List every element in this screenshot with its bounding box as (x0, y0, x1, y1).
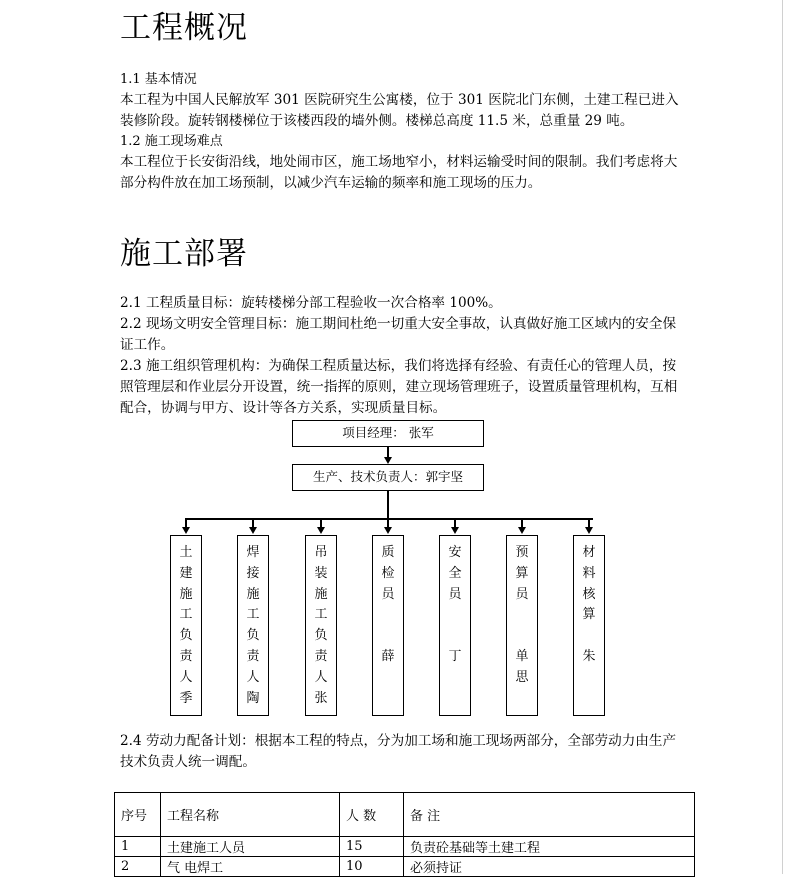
org-member-char: 土 (179, 545, 193, 560)
org-member-char: 单 (515, 648, 529, 664)
org-member-char (373, 626, 403, 647)
arrow-down-icon (317, 527, 325, 534)
org-member-char: 检 (381, 565, 395, 581)
org-project-manager-box: 项目经理： 张军 (292, 420, 484, 447)
org-member-char: 装 (314, 565, 328, 581)
org-member-char (440, 626, 470, 647)
org-member-char: 工 (179, 607, 193, 623)
item-2-1: 2.1 工程质量目标：旋转楼梯分部工程验收一次合格率 100%。 (120, 295, 502, 311)
org-member-char: 员 (448, 586, 462, 602)
org-member-char: 人 (314, 669, 328, 685)
subsection-1-2-text: 本工程位于长安街沿线，地处闹市区，施工场地窄小，材料运输受时间的限制。我们考虑将大部分构件放在加工场预制，以减少汽车运输的频率和施工现场的压力。 (120, 154, 678, 191)
arrow-down-icon (384, 527, 392, 534)
table-cell: 10 (340, 857, 404, 877)
org-member-char: 全 (448, 565, 462, 581)
org-member-char: 料 (582, 565, 596, 581)
org-member-char: 季 (179, 690, 193, 706)
table-cell: 负责砼基础等土建工程 (404, 837, 695, 857)
arrow-down-icon (384, 457, 392, 464)
org-member-char (507, 626, 537, 647)
table-cell: 气 电焊工 (161, 857, 340, 877)
org-member-char: 焊 (246, 545, 260, 560)
org-member-char: 工 (314, 607, 328, 623)
arrow-down-icon (585, 527, 593, 534)
table-header-cell: 工程名称 (161, 793, 340, 837)
arrow-down-icon (249, 527, 257, 534)
org-member-char: 预 (515, 545, 529, 560)
table-cell: 2 (115, 857, 161, 877)
org-member-char: 建 (179, 565, 193, 581)
org-member-box (237, 535, 269, 716)
table-header-cell: 备 注 (404, 793, 695, 837)
org-member-char: 责 (246, 648, 260, 664)
org-member-char: 人 (246, 669, 260, 685)
org-member-char: 负 (179, 628, 193, 644)
org-member-char (507, 605, 537, 626)
section-1-title: 工程概况 (120, 10, 248, 46)
labor-table (114, 792, 695, 877)
table-cell: 15 (340, 837, 404, 857)
org-member-char: 人 (179, 669, 193, 685)
org-member-char: 丁 (448, 648, 462, 664)
subsection-1-1-heading: 1.1 基本情况 (120, 72, 197, 87)
org-member-char: 员 (515, 586, 529, 602)
arrow-down-icon (451, 527, 459, 534)
org-member-char: 施 (314, 586, 328, 602)
org-member-char: 核 (582, 586, 596, 602)
org-member-box (506, 535, 538, 716)
org-chart (120, 418, 680, 723)
org-member-char: 质 (381, 545, 395, 560)
org-member-char: 工 (246, 607, 260, 623)
org-member-char: 吊 (314, 545, 328, 560)
org-member-box (372, 535, 404, 716)
item-2-3: 2.3 施工组织管理机构：为确保工程质量达标，我们将选择有经验、有责任心的管理人员，按照管理层和作业层分开设置，统一指挥的原则，建立现场管理班子，设置质量管理机构，互相配合，协调与甲方、设计等各方关系，实现质量目标。 (120, 358, 678, 416)
org-member-char: 责 (179, 648, 193, 664)
page-edge-line (782, 0, 783, 874)
connector-bus-line (186, 518, 593, 520)
arrow-down-icon (518, 527, 526, 534)
org-member-char: 算 (515, 565, 529, 581)
org-member-box (439, 535, 471, 716)
table-cell: 1 (115, 837, 161, 857)
org-member-char: 施 (246, 586, 260, 602)
org-member-char (574, 626, 604, 647)
org-member-char: 负 (314, 628, 328, 644)
org-member-char (373, 605, 403, 626)
org-member-box (305, 535, 337, 716)
org-technical-lead-box: 生产、技术负责人：郭宇坚 (292, 464, 484, 491)
org-member-char: 思 (515, 669, 529, 685)
connector-line (387, 491, 389, 519)
org-member-char: 陶 (246, 690, 260, 706)
table-header-cell: 人 数 (340, 793, 404, 837)
org-member-box (573, 535, 605, 716)
table-cell: 必须持证 (404, 857, 695, 877)
org-member-char: 施 (179, 586, 193, 602)
org-member-char: 薛 (381, 648, 395, 664)
org-member-char: 材 (582, 545, 596, 560)
org-member-char: 接 (246, 565, 260, 581)
arrow-down-icon (182, 527, 190, 534)
org-member-char: 朱 (582, 648, 596, 664)
org-member-char: 责 (314, 648, 328, 664)
table-header-row (115, 793, 695, 837)
org-member-char: 负 (246, 628, 260, 644)
org-member-char: 算 (582, 607, 596, 623)
org-member-char: 安 (448, 545, 462, 560)
table-cell: 土建施工人员 (161, 837, 340, 857)
item-2-2: 2.2 现场文明安全管理目标：施工期间杜绝一切重大安全事故，认真做好施工区域内的安全保证工作。 (120, 316, 677, 353)
org-member-char (440, 605, 470, 626)
org-member-box (170, 535, 202, 716)
org-member-char: 员 (381, 586, 395, 602)
table-header-cell: 序号 (115, 793, 161, 837)
item-2-4: 2.4 劳动力配备计划：根据本工程的特点，分为加工场和施工现场两部分，全部劳动力由生产技术负责人统一调配。 (120, 733, 677, 770)
subsection-1-1-text: 本工程为中国人民解放军 301 医院研究生公寓楼，位于 301 医院北门东侧，土建工程已进入装修阶段。旋转钢楼梯位于该楼西段的墙外侧。楼梯总高度 11.5 米，总重量 29 吨。 (120, 92, 679, 129)
subsection-1-2-heading: 1.2 施工现场难点 (120, 134, 223, 149)
table-row (115, 837, 695, 857)
org-member-char: 张 (314, 690, 328, 706)
section-2-title: 施工部署 (120, 236, 248, 272)
